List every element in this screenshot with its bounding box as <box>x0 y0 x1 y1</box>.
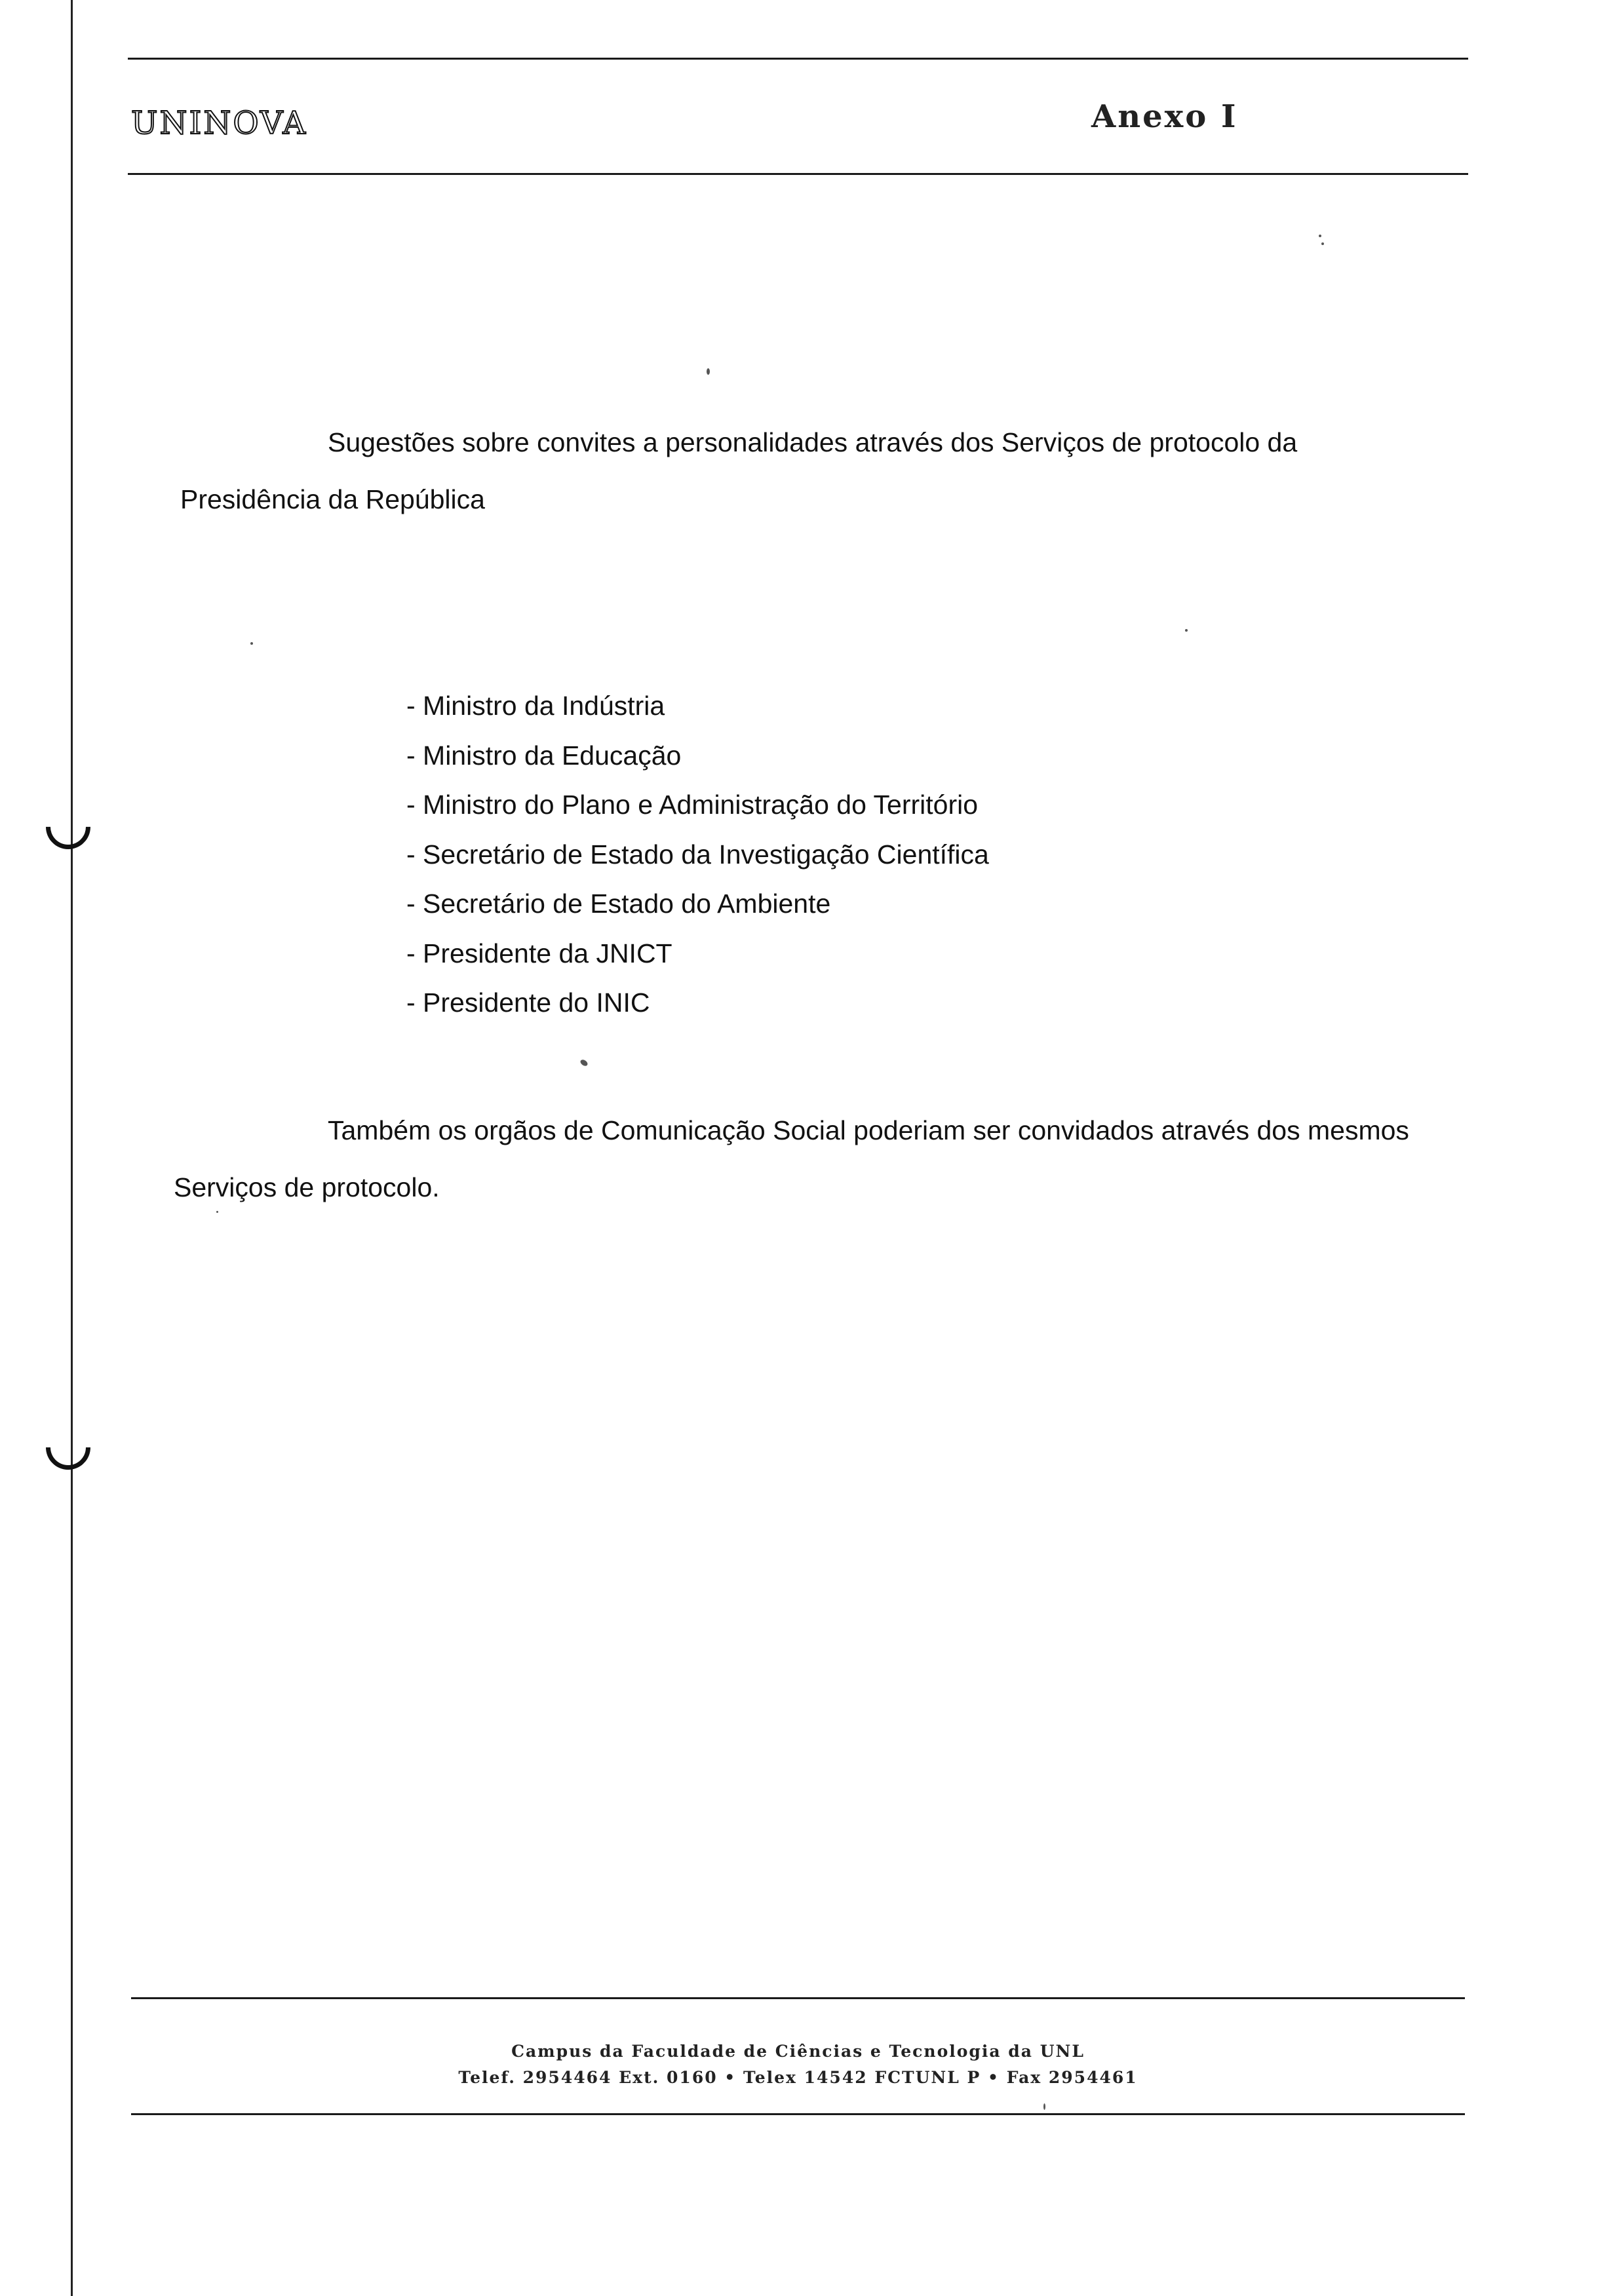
binding-margin-line <box>71 0 73 2296</box>
list-item: - Ministro da Educação <box>406 740 682 771</box>
intro-paragraph-line: Presidência da República <box>180 484 485 514</box>
scan-speck <box>1321 242 1324 245</box>
invitee-list <box>406 681 989 1028</box>
list-item: - Ministro do Plano e Administração do Território <box>406 790 979 820</box>
scan-speck <box>1185 629 1188 632</box>
header-annex-label: Anexo I <box>1091 98 1238 135</box>
scan-speck <box>216 1211 218 1213</box>
scan-speck <box>250 642 253 645</box>
scan-speck <box>707 368 710 375</box>
list-item: - Presidente da JNICT <box>406 938 672 968</box>
list-item: - Presidente do INIC <box>406 987 650 1018</box>
intro-paragraph-line: Sugestões sobre convites a personalidades através dos Serviços de protocolo da <box>328 427 1298 457</box>
closing-paragraph-line: Também os orgãos de Comunicação Social poderiam ser convidados através dos mesmos <box>328 1115 1409 1145</box>
scan-speck <box>1043 2103 1045 2110</box>
list-item: - Secretário de Estado da Investigação Científica <box>406 839 989 870</box>
list-item: - Secretário de Estado do Ambiente <box>406 889 831 919</box>
punch-hole-mark-icon <box>37 1416 100 1479</box>
footer-top-rule <box>131 1997 1465 1999</box>
scan-speck <box>1319 235 1321 237</box>
footer-address-line: Campus da Faculdade de Ciências e Tecnologia da UNL <box>511 2042 1085 2061</box>
punch-hole-mark-icon <box>37 795 100 858</box>
header-bottom-rule <box>128 173 1468 175</box>
header-top-rule <box>128 58 1468 60</box>
closing-paragraph-line: Serviços de protocolo. <box>174 1172 440 1202</box>
header-org-name: UNINOVA <box>131 105 307 142</box>
footer-bottom-rule <box>131 2113 1465 2115</box>
footer-contact-line: Telef. 2954464 Ext. 0160 • Telex 14542 FCTUNL P • Fax 2954461 <box>458 2068 1138 2087</box>
list-item: - Ministro da Indústria <box>406 691 665 721</box>
scan-speck <box>579 1058 589 1067</box>
